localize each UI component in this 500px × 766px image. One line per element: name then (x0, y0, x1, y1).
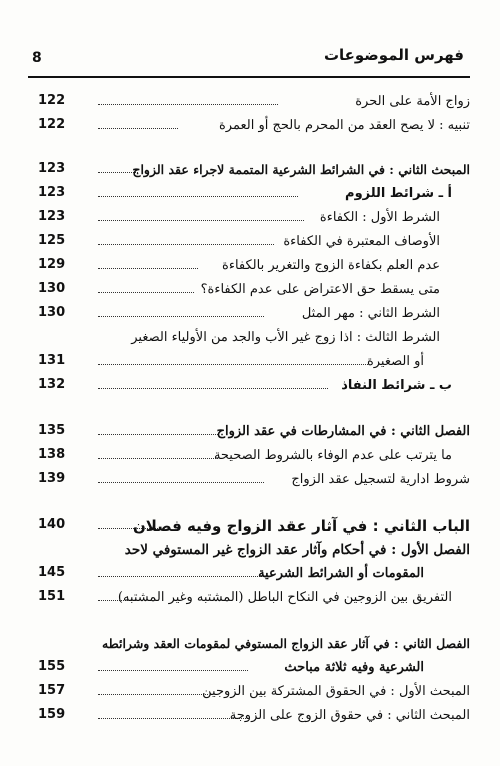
leader-dots (98, 482, 264, 483)
toc-entry (30, 658, 470, 680)
leader-dots (98, 128, 178, 129)
toc-page-number: 139 (38, 471, 66, 486)
toc-page-number: 135 (38, 423, 66, 438)
toc-entry (30, 92, 470, 114)
toc-entry (30, 184, 470, 206)
toc-entry (30, 446, 470, 468)
toc-entry (30, 328, 470, 350)
toc-entry-text: زواج الأمة على الحرة (355, 94, 470, 109)
toc-entry-text: ما يترتب على عدم الوفاء بالشروط الصحيحة (213, 448, 452, 463)
toc-entry (30, 280, 470, 302)
toc-entry (30, 304, 470, 326)
toc-entry (30, 470, 470, 492)
toc-entry-text: عدم العلم بكفاءة الزوج والتغرير بالكفاءة (222, 258, 440, 273)
leader-dots (98, 196, 298, 197)
toc-entry-text: الباب الثاني : في آثار عقد الزواج وفيه فصلان (132, 517, 470, 535)
toc-entry (30, 516, 470, 538)
leader-dots (98, 458, 218, 459)
toc-page-number: 140 (38, 517, 66, 532)
toc-entry-text: المبحث الثاني : في حقوق الزوج على الزوجة (229, 708, 470, 723)
leader-dots (98, 364, 368, 365)
toc-page-number: 151 (38, 589, 66, 604)
toc-entry-text: أ ـ شرائط اللزوم (345, 186, 452, 201)
toc-page-number: 122 (38, 93, 66, 108)
leader-dots (98, 220, 304, 221)
toc-entry-text: الشرط الثالث : اذا زوج غير الأب والجد من الأولياء الصغير (131, 330, 440, 345)
toc-entry (30, 564, 470, 586)
toc-entry (30, 634, 470, 656)
toc-entry (30, 256, 470, 278)
leader-dots (98, 576, 268, 577)
leader-dots (98, 694, 208, 695)
page-title: فهرس الموضوعات (323, 46, 464, 64)
toc-entry-text: الفصل الثاني : في المشارطات في عقد الزواج (216, 424, 470, 439)
leader-dots (98, 388, 328, 389)
toc-page-number: 129 (38, 257, 66, 272)
toc-page-number: 122 (38, 117, 66, 132)
leader-dots (98, 316, 264, 317)
toc-page-number: 131 (38, 353, 66, 368)
toc-entry-text: شروط ادارية لتسجيل عقد الزواج (291, 472, 470, 487)
toc-entry (30, 376, 470, 398)
toc-entry-text: الفصل الأول : في أحكام وآثار عقد الزواج غير المستوفي لاحد (124, 542, 470, 558)
toc-page-number: 132 (38, 377, 66, 392)
toc-entry-text: أو الصغيرة (366, 354, 424, 369)
toc-page-number: 123 (38, 161, 66, 176)
toc-page-number: 123 (38, 209, 66, 224)
page-number: 8 (32, 50, 42, 66)
toc-entry (30, 422, 470, 444)
toc-page-number: 155 (38, 659, 66, 674)
toc-page-number: 125 (38, 233, 66, 248)
toc-page-number: 138 (38, 447, 66, 462)
toc-entry-text: الشرط الثاني : مهر المثل (301, 306, 440, 321)
toc-entry-text: الفصل الثاني : في آثار عقد الزواج المستوفي لمقومات العقد وشرائطه (102, 636, 470, 651)
toc-entry (30, 682, 470, 704)
leader-dots (98, 244, 274, 245)
toc-entry-text: المقومات أو الشرائط الشرعية (258, 566, 424, 581)
toc-page-number: 123 (38, 185, 66, 200)
toc-entry-text: ب ـ شرائط النفاذ (341, 378, 452, 393)
toc-entry (30, 208, 470, 230)
toc-entry (30, 116, 470, 138)
toc-page-number: 157 (38, 683, 66, 698)
toc-entry-text: المبحث الأول : في الحقوق المشتركة بين الزوجين (202, 684, 470, 699)
toc-entry-text: تنبيه : لا يصح العقد من المحرم بالحج أو العمرة (219, 118, 470, 133)
toc-entry (30, 706, 470, 728)
toc-entry (30, 352, 470, 374)
leader-dots (98, 434, 218, 435)
leader-dots (98, 268, 198, 269)
toc-entry-text: المبحث الثاني : في الشرائط الشرعية المتممة لاجراء عقد الزواج (132, 162, 470, 177)
header-rule (28, 76, 470, 78)
toc-page-number: 130 (38, 281, 66, 296)
toc-entry (30, 160, 470, 182)
toc-entry-text: متى يسقط حق الاعتراض على عدم الكفاءة؟ (200, 282, 440, 297)
leader-dots (98, 718, 248, 719)
toc-entry-text: الأوصاف المعتبرة في الكفاءة (283, 234, 440, 249)
toc-page-number: 159 (38, 707, 66, 722)
toc-entry (30, 588, 470, 610)
leader-dots (98, 104, 278, 105)
toc-page-number: 145 (38, 565, 66, 580)
toc-entry-text: الشرط الأول : الكفاءة (319, 210, 440, 225)
toc-page-number: 130 (38, 305, 66, 320)
leader-dots (98, 670, 248, 671)
toc-entry (30, 540, 470, 562)
toc-entry-text: الشرعية وفيه ثلاثة مباحث (284, 660, 424, 675)
leader-dots (98, 292, 194, 293)
toc-entry (30, 232, 470, 254)
toc-entry-text: التفريق بين الزوجين في النكاح الباطل (المشتبه وغير المشتبه) (117, 590, 452, 605)
